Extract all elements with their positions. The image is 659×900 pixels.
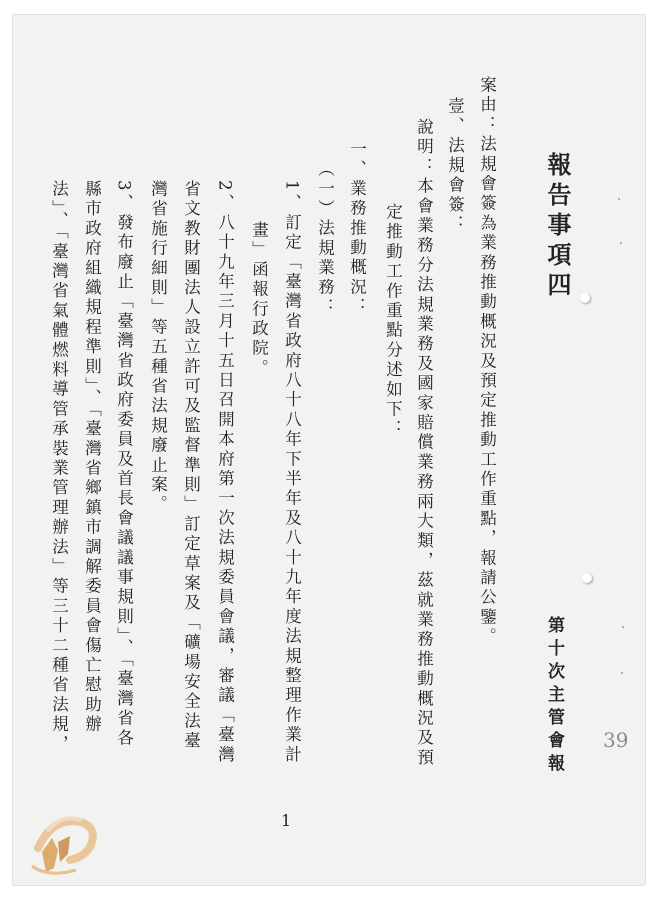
text-line: 3、發布廢止「臺灣省政府委員及首長會議議事規則」、「臺灣省各 — [114, 180, 134, 749]
text-line: 說明：本會業務分法規業務及國家賠償業務兩大類，茲就業務推動概況及預 — [414, 118, 434, 769]
page-number: 39 — [603, 728, 629, 752]
text-line: 1、訂定「臺灣省政府八十八年下半年及八十九年度法規整理作業計 — [282, 180, 302, 765]
sub-item-number: 1 — [281, 811, 292, 830]
text-line: 省文教財團法人設立許可及監督準則」訂定草案及「礦場安全法臺 — [181, 180, 201, 752]
text-line: 一、業務推動概況： — [347, 140, 367, 318]
archive-logo-icon — [18, 808, 108, 888]
meeting-name: 第十次主管會報 — [544, 616, 564, 777]
text-line: 壹、法規會簽： — [445, 97, 465, 235]
text-line: 法」、「臺灣省氣體燃料導管承裝業管理辦法」等三十二種省法規， — [49, 180, 69, 755]
paper-speck — [621, 672, 623, 674]
text-line: 案由：法規會簽為業務推動概況及預定推動工作重點，報請公鑒。 — [477, 76, 497, 648]
text-line: 定推動工作重點分述如下： — [383, 203, 403, 440]
text-line: 2、八十九年三月十五日召開本府第一次法規委員會議，審議「臺灣 — [215, 180, 235, 765]
text-line: 灣省施行細則」等五種省法規廢止案。 — [148, 180, 168, 515]
text-line: 畫」函報行政院。 — [249, 221, 269, 379]
text-line: （一）法規業務： — [315, 160, 335, 318]
report-heading: 報告事項四 — [543, 152, 572, 302]
punch-hole — [582, 573, 592, 583]
paper-speck — [620, 242, 622, 244]
paper-speck — [622, 626, 624, 628]
paper-speck — [618, 198, 620, 200]
text-line: 縣市政府組織規程準則」、「臺灣省鄉鎮市調解委員會傷亡慰助辦 — [82, 180, 102, 735]
punch-hole — [580, 293, 590, 303]
